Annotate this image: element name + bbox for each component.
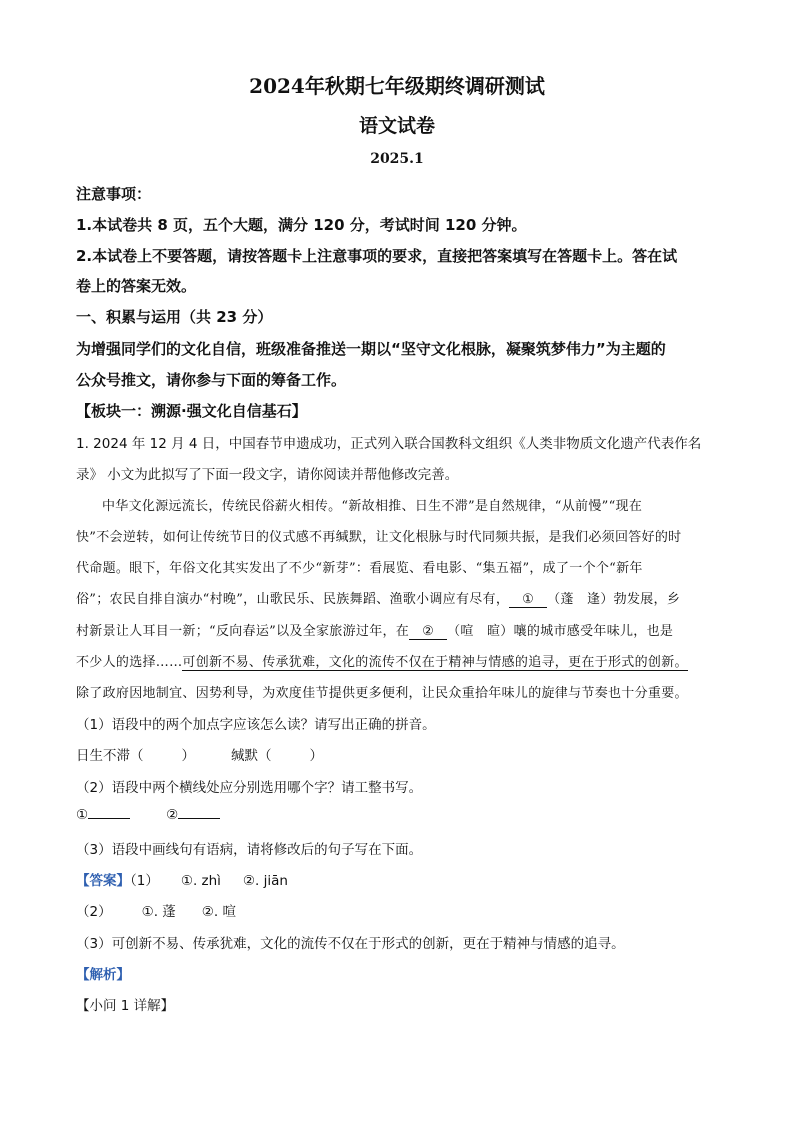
exam-title: 2024年秋期七年级期终调研测试 (249, 74, 545, 98)
answer-2-a: ①. 蓬 (141, 904, 176, 920)
notice-item-1: 1.本试卷共 8 页，五个大题，满分 120 分，考试时间 120 分钟。 (76, 216, 527, 234)
answer-line-2 (76, 900, 236, 920)
notice-heading: 注意事项： (76, 185, 152, 203)
passage-line-7: 除了政府因地制宜、因势利导，为欢度佳节提供更多便利，让民众重拾年味儿的旋律与节奏也十分重要。 (76, 686, 688, 701)
sub-question-2-blanks (76, 807, 220, 823)
answer-2-b: ②. 喧 (201, 904, 236, 920)
notice-item-2a: 2.本试卷上不要答题，请按答题卡上注意事项的要求，直接把答案填写在答题卡上。答在试 (76, 247, 678, 265)
passage-line-5-b: （喧 暄）嚷的城市感受年味儿，也是 (447, 624, 674, 639)
sub-question-3: （3）语段中画线句有语病，请将修改后的句子写在下面。 (76, 842, 423, 858)
answer-blank-1-label: ① (76, 807, 89, 823)
word-2: 缄默（ (231, 748, 272, 764)
passage-line-4-b: （蓬 逢）勃发展，乡 (547, 592, 681, 607)
sub-question-1: （1）语段中的两个加点字应该怎么读？请写出正确的拼音。 (76, 717, 436, 733)
block-title: 【板块一：溯源·强文化自信基石】 (76, 402, 307, 420)
exam-subject: 语文试卷 (358, 115, 435, 137)
exam-date: 2025.1 (370, 151, 424, 167)
answer-blank-2-label: ② (166, 807, 179, 823)
answer-1-b: ②. jiān (242, 873, 288, 889)
passage-line-1: 中华文化源远流长，传统民俗薪火相传。“新故相推、日生不滞”是自然规律，“从前慢”“现在 (102, 499, 643, 514)
answer-2-num: （2） (76, 904, 112, 920)
sub-question-2: （2）语段中两个横线处应分别选用哪个字？请工整书写。 (76, 780, 423, 796)
section-1-heading: 一、积累与运用（共 23 分） (76, 308, 273, 326)
underlined-sentence: 可创新不易、传承犹难，文化的流传不仅在于精神与情感的追寻，更在于形式的创新。 (182, 655, 688, 670)
notice-item-2b: 卷上的答案无效。 (76, 277, 197, 295)
word-1: 日生不滞（ (76, 748, 144, 764)
answer-line-1 (76, 869, 288, 889)
word-2-close: ） (309, 748, 323, 764)
section-1-intro-a: 为增强同学们的文化自信，班级准备推送一期以“坚守文化根脉，凝聚筑梦伟力”为主题的 (76, 340, 666, 358)
answer-line-3: （3）可创新不易、传承犹难，文化的流传不仅在于形式的创新，更在于精神与情感的追寻。 (76, 936, 625, 952)
passage-line-4-a: 俗”；农民自排自演办“村晚”，山歌民乐、民族舞蹈、渔歌小调应有尽有， (76, 592, 510, 607)
analysis-label: 【解析】 (76, 967, 130, 983)
question-1-stem-b: 录》 小文为此拟写了下面一段文字，请你阅读并帮他修改完善。 (76, 467, 459, 483)
answer-1-num: （1） (130, 873, 159, 889)
answer-1-a: ①. zhì (180, 873, 221, 889)
section-1-intro-b: 公众号推文，请你参与下面的筹备工作。 (76, 371, 347, 389)
passage-line-5 (76, 620, 673, 640)
answer-label: 【答案】 (76, 873, 130, 889)
analysis-detail-1: 【小问 1 详解】 (76, 998, 175, 1014)
passage-line-4 (76, 588, 680, 608)
blank-1: ① (509, 592, 547, 608)
question-1-stem-a: 1. 2024 年 12 月 4 日，中国春节申遗成功，正式列入联合国教科文组织《人类非物质文化遗产代表作名 (76, 436, 702, 452)
passage-line-3: 代命题。眼下，年俗文化其实发出了不少“新芽”：看展览、看电影、“集五福”，成了一个个“新年 (76, 561, 643, 576)
passage-line-2: 快”不会逆转，如何让传统节日的仪式感不再缄默，让文化根脉与时代同频共振，是我们必须回答好的时 (76, 530, 682, 545)
passage-line-6-a: 不少人的选择…… (76, 655, 183, 670)
sub-question-1-words (76, 744, 323, 764)
passage-line-5-a: 村新景让人耳目一新；“反向春运”以及全家旅游过年，在 (76, 624, 410, 639)
blank-2: ② (409, 624, 447, 640)
passage-line-6 (76, 651, 688, 670)
word-1-close: ） (181, 748, 195, 764)
